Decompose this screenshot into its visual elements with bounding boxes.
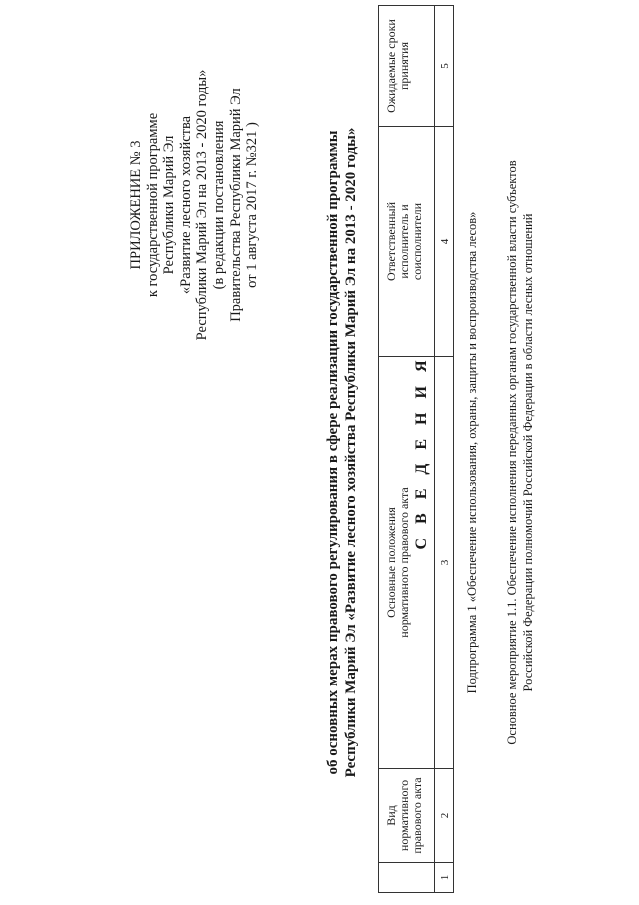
column-number: 3 bbox=[439, 559, 451, 566]
document-title: С В Е Д Е Н И Я bbox=[413, 355, 430, 550]
appendix-line: Республики Марий Эл на 2013 - 2020 годы» bbox=[194, 69, 211, 341]
appendix-line: к государственной программе bbox=[144, 112, 161, 298]
appendix-header bbox=[128, 25, 261, 385]
document-subtitle-line-2: Республики Марий Эл «Развитие лесного хозяйства Республики Марий Эл на 2013 - 2020 годы» bbox=[343, 127, 359, 778]
appendix-line: Правительства Республики Марий Эл bbox=[227, 88, 244, 322]
table-column-4 bbox=[379, 127, 453, 357]
appendix-line: Республики Марий Эл bbox=[161, 135, 178, 275]
column-number: 5 bbox=[439, 63, 451, 69]
table-column-2 bbox=[379, 769, 453, 863]
document-subtitle-line-1: об основных мерах правового регулирования в сфере реализации государственной программы bbox=[325, 130, 341, 775]
appendix-line: от 1 августа 2017 г. №321 ) bbox=[244, 122, 261, 288]
subprogram-heading: Подпрограмма 1 «Обеспечение использования, охраны, защиты и воспроизводства лесов» bbox=[465, 211, 479, 694]
measures-table bbox=[378, 5, 454, 893]
table-column-3 bbox=[379, 357, 453, 769]
main-measure-line-2: Российской Федерации полномочий Российской Федерации в области лесных отношений bbox=[521, 213, 535, 692]
column-header: Вид нормативного правового акта bbox=[384, 777, 424, 854]
column-number: 4 bbox=[439, 238, 451, 245]
main-measure-line-1: Основное мероприятие 1.1. Обеспечение исполнения переданных органам государственной власти субъектов bbox=[505, 160, 519, 745]
appendix-line: «Развитие лесного хозяйства bbox=[177, 115, 194, 295]
column-header: Основные положения нормативного правового акта bbox=[384, 487, 411, 638]
table-column-1 bbox=[379, 863, 453, 893]
appendix-line: (в редакции постановления bbox=[210, 120, 227, 290]
column-number: 2 bbox=[439, 812, 451, 819]
table-column-5 bbox=[379, 5, 453, 127]
appendix-line: ПРИЛОЖЕНИЕ № 3 bbox=[128, 140, 144, 270]
column-header: Ожидаемые сроки принятия bbox=[384, 19, 411, 113]
column-header: Ответственный исполнитель и соисполнители bbox=[384, 201, 424, 282]
column-number: 1 bbox=[439, 874, 451, 881]
